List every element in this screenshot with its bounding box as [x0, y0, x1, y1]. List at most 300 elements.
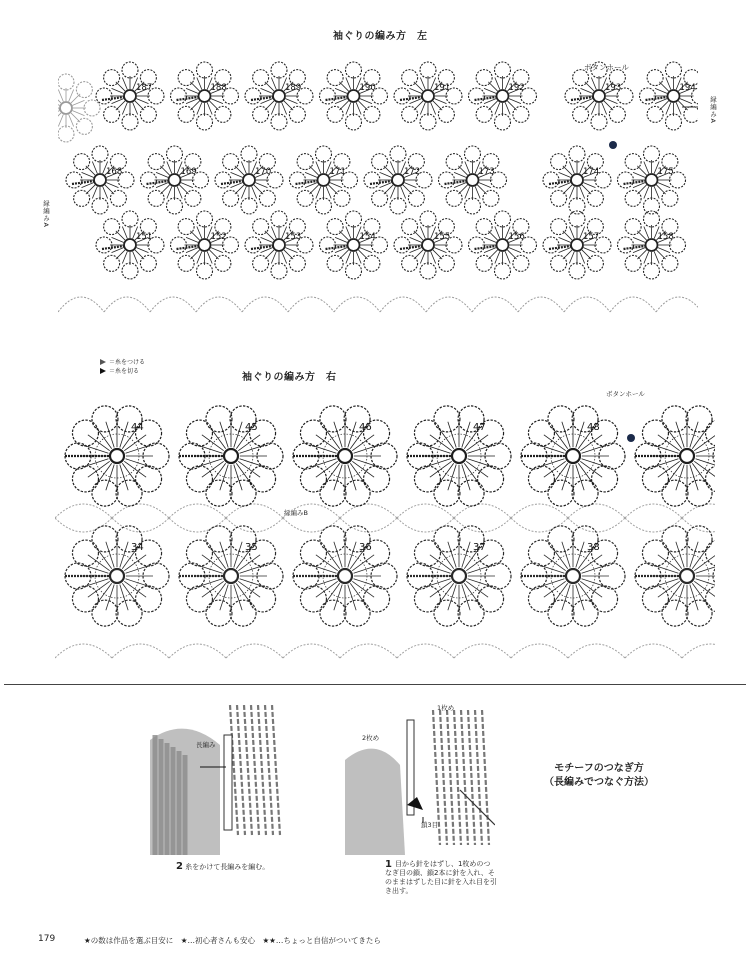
stitch-spoke — [271, 78, 276, 90]
motif — [320, 211, 388, 279]
motif-number: 152 — [210, 232, 227, 242]
edge-scallop — [518, 297, 564, 312]
motif-center-ring — [60, 102, 72, 114]
stitch-spoke — [654, 186, 659, 198]
stitch-spoke — [210, 547, 226, 569]
motif — [543, 211, 611, 279]
petal — [644, 263, 660, 279]
stitch-spoke — [210, 463, 226, 485]
petal — [394, 237, 410, 253]
stitch-spoke — [462, 542, 470, 568]
stitch-spoke — [105, 185, 114, 194]
stitch-spoke — [190, 101, 199, 110]
petal — [320, 600, 346, 626]
motif-number: 190 — [359, 83, 376, 93]
stitch-spoke — [507, 250, 516, 259]
stitch-spoke — [666, 427, 682, 449]
motif-center-ring — [110, 449, 124, 463]
legend-attach-row — [100, 357, 145, 366]
right-chart-title: 袖ぐりの編み方 右 — [242, 372, 337, 383]
stitch-spoke — [316, 162, 321, 174]
stitch-spoke — [438, 463, 454, 485]
stitch-spoke — [479, 183, 491, 188]
stitch-spoke — [404, 183, 416, 188]
stitch-spoke — [234, 542, 242, 568]
stitch-spoke — [696, 565, 715, 573]
stitch-spoke — [544, 435, 566, 451]
petal — [706, 466, 715, 492]
stitch-spoke — [563, 231, 572, 240]
open-triangle-icon — [100, 359, 106, 365]
petal — [346, 211, 362, 227]
stitch-spoke — [167, 162, 172, 174]
motif — [394, 211, 462, 279]
petal — [528, 420, 554, 446]
petal — [206, 480, 232, 506]
stitch-spoke — [430, 435, 452, 451]
petal — [215, 172, 231, 188]
step2-caption — [176, 862, 269, 872]
lattice-arc — [397, 504, 454, 518]
edge-scallop — [150, 297, 196, 312]
stitch-spoke — [235, 166, 244, 175]
stitch-spoke — [335, 248, 347, 253]
motif-number: 46 — [359, 422, 372, 433]
motif-number: 153 — [285, 232, 302, 242]
petal — [434, 600, 460, 626]
stitch-spoke — [582, 185, 591, 194]
petal — [186, 466, 212, 492]
motif-center-ring — [338, 569, 352, 583]
stitch-spoke — [464, 463, 480, 485]
petal — [141, 172, 157, 188]
stitch-spoke — [488, 231, 497, 240]
stitch-spoke — [133, 102, 138, 114]
stitch-spoke — [328, 185, 337, 194]
stitch-spoke — [346, 78, 351, 90]
motif — [635, 406, 715, 506]
stitch-spoke — [580, 581, 602, 597]
petal — [271, 211, 287, 227]
stitch-spoke — [120, 422, 128, 448]
motif — [65, 406, 169, 506]
petal — [686, 480, 712, 506]
step2-number: 2 — [176, 861, 183, 872]
petal — [122, 114, 138, 130]
edge-scallop — [104, 297, 150, 312]
motif-center-ring — [680, 569, 694, 583]
motif-center-ring — [199, 239, 211, 251]
page-number: 179 — [38, 934, 56, 944]
stitch-spoke — [339, 101, 348, 110]
stitch-spoke — [659, 82, 668, 91]
stitch-spoke — [658, 581, 680, 597]
stitch-spoke — [495, 78, 500, 90]
stitch-spoke — [633, 183, 645, 188]
petal — [642, 540, 668, 566]
stitch-spoke — [505, 102, 510, 114]
stitch-spoke — [261, 237, 273, 242]
motif-center-ring — [243, 174, 255, 186]
petal — [136, 466, 162, 492]
stitch-spoke — [122, 102, 127, 114]
petal — [465, 198, 481, 214]
petal — [116, 480, 142, 506]
stitch-spoke — [236, 463, 252, 485]
stitch-spoke — [578, 583, 594, 605]
stitch-spoke — [238, 581, 260, 597]
petal — [230, 600, 256, 626]
motif-center-ring — [338, 449, 352, 463]
motif-fabric — [345, 749, 405, 855]
petal — [478, 586, 504, 612]
motif-number: 157 — [583, 232, 600, 242]
petal — [618, 237, 634, 253]
left-edge-label-right: 縁編みA — [709, 96, 717, 124]
stitch-spoke — [92, 186, 97, 198]
step2-text: 糸をかけて長編みを編む。 — [185, 863, 270, 871]
stitch-spoke — [334, 542, 342, 568]
motif — [521, 406, 625, 506]
left-crochet-chart — [58, 50, 698, 320]
motif-center-ring — [110, 569, 124, 583]
stitch-spoke — [207, 251, 212, 263]
stitch-spoke — [238, 461, 260, 477]
stitch-spoke — [475, 186, 480, 198]
stitch-spoke — [505, 251, 510, 263]
stitch-spoke — [484, 88, 496, 93]
stitch-spoke — [431, 102, 436, 114]
petal — [316, 146, 332, 162]
petal — [686, 600, 712, 626]
petal — [84, 100, 100, 116]
stitch-spoke — [562, 585, 570, 611]
motif-number: 175 — [657, 167, 674, 177]
petal — [320, 406, 346, 432]
petal — [271, 62, 287, 78]
petal — [390, 198, 406, 214]
petal — [250, 466, 276, 492]
edge-scallop — [242, 297, 288, 312]
petal — [458, 480, 484, 506]
filled-triangle-icon — [100, 368, 106, 374]
stitch-spoke — [231, 183, 243, 188]
stitch-spoke — [655, 99, 667, 104]
chain-label: 鎖3目 — [421, 821, 439, 829]
lattice-arc — [511, 504, 568, 518]
stitch-spoke — [335, 237, 347, 242]
petal — [548, 600, 574, 626]
petal — [364, 172, 380, 188]
petal — [186, 540, 212, 566]
petal — [644, 198, 660, 214]
petal — [495, 114, 511, 130]
lattice-arc — [397, 518, 454, 532]
motif — [58, 74, 100, 142]
stitch-spoke — [96, 427, 112, 449]
left-chart-title: 袖ぐりの編み方 左 — [333, 31, 428, 42]
motif — [171, 62, 239, 130]
stitch-spoke — [285, 248, 297, 253]
stitch-spoke — [360, 99, 372, 104]
lattice-arc — [511, 518, 568, 532]
petal — [618, 172, 634, 188]
motif — [96, 211, 164, 279]
stitch-spoke — [316, 186, 321, 198]
motif-center-ring — [124, 239, 136, 251]
stitch-spoke — [464, 583, 480, 605]
stitch-spoke — [448, 585, 456, 611]
petal — [439, 172, 455, 188]
petal — [122, 62, 138, 78]
stitch-spoke — [96, 463, 112, 485]
motif-number: 169 — [180, 167, 197, 177]
stitch-spoke — [696, 445, 715, 453]
petal — [569, 146, 585, 162]
stitch-spoke — [676, 422, 684, 448]
stitch-spoke — [438, 547, 454, 569]
stitch-spoke — [410, 99, 422, 104]
stitch-spoke — [241, 186, 246, 198]
stitch-spoke — [583, 248, 595, 253]
stitch-spoke — [309, 166, 318, 175]
stitch-spoke — [334, 465, 342, 491]
petal — [116, 600, 142, 626]
stitch-spoke — [676, 102, 681, 114]
stitch-spoke — [637, 166, 646, 175]
stitch-spoke — [220, 585, 228, 611]
stitch-spoke — [696, 459, 715, 467]
stitch-spoke — [658, 248, 670, 253]
stitch-spoke — [202, 461, 224, 477]
stitch-spoke — [58, 90, 63, 102]
lattice-arc — [283, 644, 340, 658]
stitch-spoke — [181, 183, 193, 188]
petal — [271, 263, 287, 279]
adjacent-motif-stitch — [440, 710, 447, 845]
petal — [320, 526, 346, 552]
stitch-spoke — [659, 101, 668, 110]
stitch-spoke — [495, 251, 500, 263]
stitch-spoke — [116, 101, 125, 110]
petal — [241, 198, 257, 214]
motif-center-ring — [273, 90, 285, 102]
stitch-spoke — [124, 461, 146, 477]
stitch-spoke — [326, 186, 331, 198]
stitch-spoke — [562, 542, 570, 568]
stitch-spoke — [666, 463, 682, 485]
petal — [414, 586, 440, 612]
petal — [528, 466, 554, 492]
motif-number: 158 — [657, 232, 674, 242]
stitch-spoke — [116, 82, 125, 91]
motif-center-ring — [566, 569, 580, 583]
stitch-spoke — [236, 583, 252, 605]
stitch-spoke — [658, 461, 680, 477]
lattice-arc — [625, 518, 682, 532]
lattice-arc — [682, 518, 715, 532]
first-motif-label: 1枚め — [437, 704, 455, 712]
stitch-spoke — [585, 101, 594, 110]
lattice-arc — [340, 644, 397, 658]
stitch-spoke — [420, 78, 425, 90]
petal — [300, 466, 326, 492]
stitch-spoke — [339, 231, 348, 240]
stitch-spoke — [88, 581, 110, 597]
stitch-spoke — [186, 237, 198, 242]
lattice-arc — [169, 504, 226, 518]
stitch-spoke — [255, 183, 267, 188]
stitch-spoke — [414, 231, 423, 240]
petal — [548, 406, 574, 432]
stitch-spoke — [350, 583, 366, 605]
petal — [478, 466, 504, 492]
stitch-spoke — [330, 183, 342, 188]
stitch-spoke — [403, 185, 412, 194]
stitch-spoke — [106, 422, 114, 448]
adjacent-motif-stitch — [482, 710, 489, 845]
stitch-spoke — [656, 250, 665, 259]
motif-center-ring — [224, 449, 238, 463]
stitch-spoke — [186, 248, 198, 253]
petal — [92, 526, 118, 552]
petal — [197, 263, 213, 279]
petal — [458, 600, 484, 626]
lattice-arc — [226, 518, 283, 532]
stitch-spoke — [604, 101, 613, 110]
stitch-spoke — [484, 248, 496, 253]
stitch-spoke — [106, 465, 114, 491]
petal — [316, 198, 332, 214]
stitch-spoke — [265, 82, 274, 91]
stitch-spoke — [654, 251, 659, 263]
stitch-spoke — [580, 555, 602, 571]
stitch-spoke — [559, 248, 571, 253]
petal — [420, 263, 436, 279]
motif-number: 154 — [359, 232, 376, 242]
stitch-spoke — [271, 251, 276, 263]
buttonhole-marker — [627, 434, 635, 442]
edge-scallop — [334, 297, 380, 312]
lattice-arc — [112, 644, 169, 658]
stitch-spoke — [88, 461, 110, 477]
stitch-spoke — [552, 547, 568, 569]
stitch-spoke — [135, 101, 144, 110]
petal — [300, 586, 326, 612]
joining-heading — [535, 762, 663, 790]
stitch-spoke — [495, 227, 500, 239]
petal — [72, 420, 98, 446]
stitch-spoke — [552, 463, 568, 485]
motif-number: 47 — [473, 422, 486, 433]
stitch-spoke — [106, 585, 114, 611]
stitch-spoke — [82, 183, 94, 188]
petal — [548, 480, 574, 506]
stitch-spoke — [335, 88, 347, 93]
petal — [300, 540, 326, 566]
stitch-spoke — [633, 248, 645, 253]
stitch-spoke — [88, 555, 110, 571]
petal — [122, 211, 138, 227]
adjacent-motif-stitch — [272, 705, 280, 835]
petal — [364, 466, 390, 492]
stitch-spoke — [454, 183, 466, 188]
stitch-spoke — [254, 185, 263, 194]
stitch-spoke — [112, 248, 124, 253]
lattice-arc — [454, 518, 511, 532]
motif-number: 36 — [359, 542, 372, 553]
stitch-spoke — [692, 427, 708, 449]
stitch-spoke — [177, 186, 182, 198]
petal — [666, 114, 682, 130]
motif — [407, 526, 511, 626]
stitch-spoke — [238, 555, 260, 571]
petal — [592, 466, 618, 492]
stitch-spoke — [106, 542, 114, 568]
stitch-spoke — [72, 100, 84, 105]
stitch-spoke — [420, 102, 425, 114]
adjacent-motif-stitch — [475, 710, 482, 845]
motif-number: 194 — [679, 83, 696, 93]
motif-center-ring — [452, 569, 466, 583]
motif-center-ring — [318, 174, 330, 186]
stitch-spoke — [86, 166, 95, 175]
stitch-spoke — [235, 185, 244, 194]
stitch-spoke — [509, 99, 521, 104]
motif-number: 151 — [136, 232, 153, 242]
stitch-spoke — [488, 250, 497, 259]
lattice-arc — [454, 644, 511, 658]
stitch-spoke — [420, 227, 425, 239]
stitch-spoke — [197, 102, 202, 114]
motif-center-ring — [124, 90, 136, 102]
stitch-spoke — [197, 78, 202, 90]
motif — [171, 211, 239, 279]
stitch-spoke — [352, 435, 374, 451]
petal — [662, 526, 688, 552]
stitch-spoke — [465, 186, 470, 198]
petal — [245, 88, 261, 104]
lattice-arc — [226, 644, 283, 658]
motif — [215, 146, 283, 214]
petal — [642, 466, 668, 492]
motif-center-ring — [646, 239, 658, 251]
stitch-spoke — [335, 99, 347, 104]
stitch-spoke — [116, 250, 125, 259]
motif-center-ring — [571, 174, 583, 186]
stitch-spoke — [106, 183, 118, 188]
petal — [167, 198, 183, 214]
stitch-spoke — [238, 435, 260, 451]
stitch-spoke — [220, 465, 228, 491]
petal — [592, 586, 618, 612]
stitch-spoke — [644, 186, 649, 198]
stitch-spoke — [284, 101, 293, 110]
stitch-spoke — [384, 185, 393, 194]
stitch-spoke — [380, 183, 392, 188]
petal — [250, 586, 276, 612]
motif — [65, 526, 169, 626]
stitch-spoke — [655, 88, 667, 93]
petal — [230, 480, 256, 506]
stitch-spoke — [484, 99, 496, 104]
edge-scallop — [656, 297, 698, 312]
petal — [465, 146, 481, 162]
lattice-arc — [625, 644, 682, 658]
adjacent-motif-stitch — [265, 705, 273, 835]
stitch-spoke — [356, 102, 361, 114]
stitch-spoke — [552, 427, 568, 449]
